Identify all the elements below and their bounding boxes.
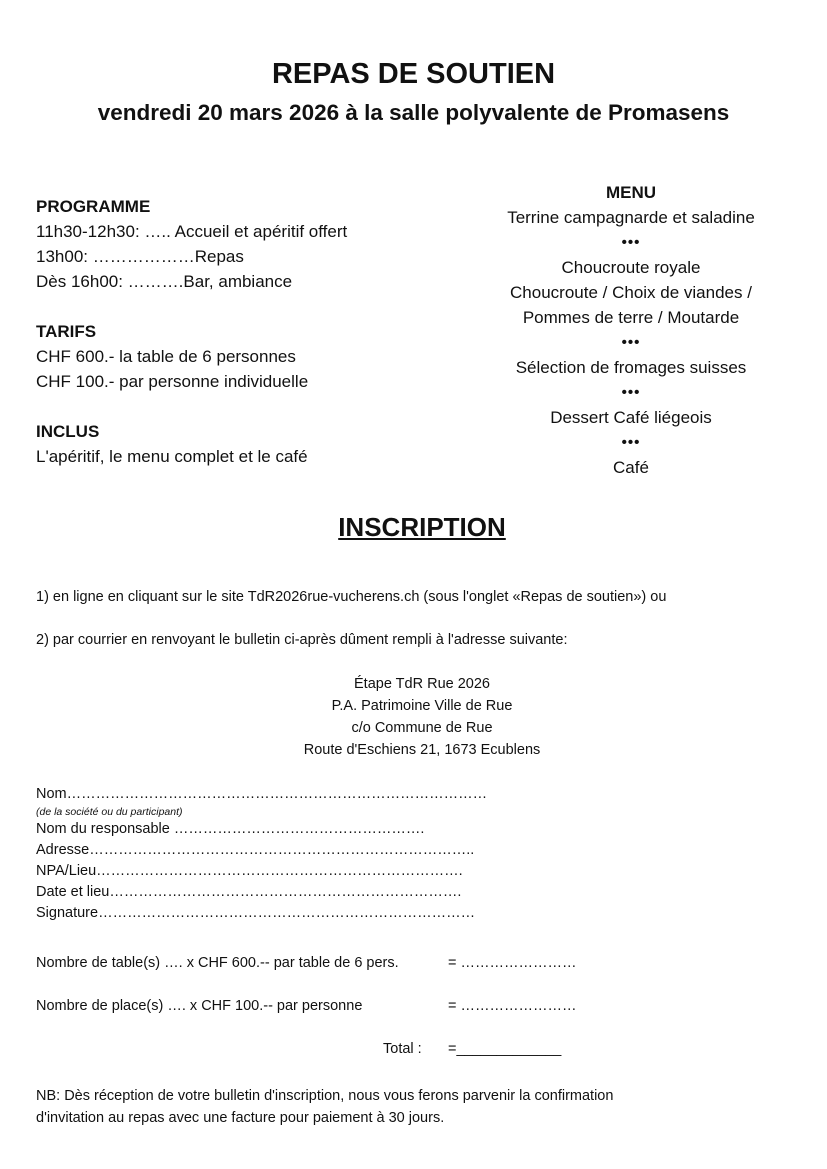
- menu-item: Pommes de terre / Moutarde: [522, 308, 740, 327]
- programme-item: Dès 16h00: ……….Bar, ambiance: [36, 272, 293, 291]
- menu-item: Café: [613, 458, 649, 477]
- form-field-nom[interactable]: Nom……………………………………………………………………………: [36, 786, 488, 802]
- programme-heading: PROGRAMME: [36, 197, 151, 216]
- inscription-option-online: 1) en ligne en cliquant sur le site TdR2026rue-vucherens.ch (sous l'onglet «Repas de soutien») ou: [36, 589, 667, 605]
- form-field-adresse[interactable]: Adresse……………………………………………………………………..: [36, 842, 475, 858]
- menu-separator: •••: [621, 334, 641, 351]
- menu-item: Sélection de fromages suisses: [515, 358, 747, 377]
- form-field-nom-note: (de la société ou du participant): [36, 806, 183, 818]
- menu-separator: •••: [621, 234, 641, 251]
- address-line: c/o Commune de Rue: [351, 720, 493, 736]
- nb-line: NB: Dès réception de votre bulletin d'inscription, nous vous ferons parvenir la confirmation: [36, 1088, 614, 1104]
- page-subtitle: vendredi 20 mars 2026 à la salle polyvalente de Promasens: [97, 100, 730, 125]
- calc-places-label: Nombre de place(s) …. x CHF 100.-- par personne: [36, 998, 363, 1014]
- menu-item: Dessert Café liégeois: [550, 408, 712, 427]
- menu-item: Choucroute royale: [561, 258, 701, 277]
- form-field-date[interactable]: Date et lieu……………………………………………………………….: [36, 884, 462, 900]
- tarif-item: CHF 600.- la table de 6 personnes: [36, 347, 296, 366]
- calc-total-label: Total :: [383, 1041, 422, 1057]
- calc-tables-result[interactable]: = ……………………: [448, 955, 577, 971]
- nb-line: d'invitation au repas avec une facture pour paiement à 30 jours.: [36, 1110, 445, 1126]
- form-field-signature[interactable]: Signature……………………………………………………………………: [36, 905, 476, 921]
- form-field-responsable[interactable]: Nom du responsable …………………………………………….: [36, 821, 425, 837]
- tarifs-heading: TARIFS: [36, 322, 97, 341]
- tarif-item: CHF 100.- par personne individuelle: [36, 372, 309, 391]
- nb-note: [36, 1085, 613, 1129]
- menu-item: Terrine campagnarde et saladine: [507, 208, 755, 227]
- address-line: Étape TdR Rue 2026: [354, 676, 490, 692]
- calc-places-result[interactable]: = ……………………: [448, 998, 577, 1014]
- menu-heading: MENU: [605, 183, 657, 202]
- calc-total-result[interactable]: =_____________: [448, 1041, 562, 1057]
- menu-item: Choucroute / Choix de viandes /: [510, 283, 752, 302]
- menu-separator: •••: [621, 434, 641, 451]
- address-line: P.A. Patrimoine Ville de Rue: [331, 698, 513, 714]
- calc-tables-label: Nombre de table(s) …. x CHF 600.-- par table de 6 pers.: [36, 955, 399, 971]
- inclus-text: L'apéritif, le menu complet et le café: [36, 447, 308, 466]
- address-line: Route d'Eschiens 21, 1673 Ecublens: [303, 742, 541, 758]
- page-title: REPAS DE SOUTIEN: [271, 58, 556, 90]
- left-column: [36, 194, 436, 469]
- registration-form: [36, 784, 487, 924]
- inclus-heading: INCLUS: [36, 422, 100, 441]
- menu-column: [440, 180, 822, 480]
- programme-item: 13h00: ………………Repas: [36, 247, 244, 266]
- programme-item: 11h30-12h30: ….. Accueil et apéritif offert: [36, 222, 348, 241]
- menu-separator: •••: [621, 384, 641, 401]
- postal-address: [0, 673, 827, 761]
- form-field-npa[interactable]: NPA/Lieu………………………………………………………………….: [36, 863, 463, 879]
- inscription-heading: INSCRIPTION: [338, 512, 506, 542]
- inscription-option-mail: 2) par courrier en renvoyant le bulletin ci-après dûment rempli à l'adresse suivante:: [36, 632, 568, 648]
